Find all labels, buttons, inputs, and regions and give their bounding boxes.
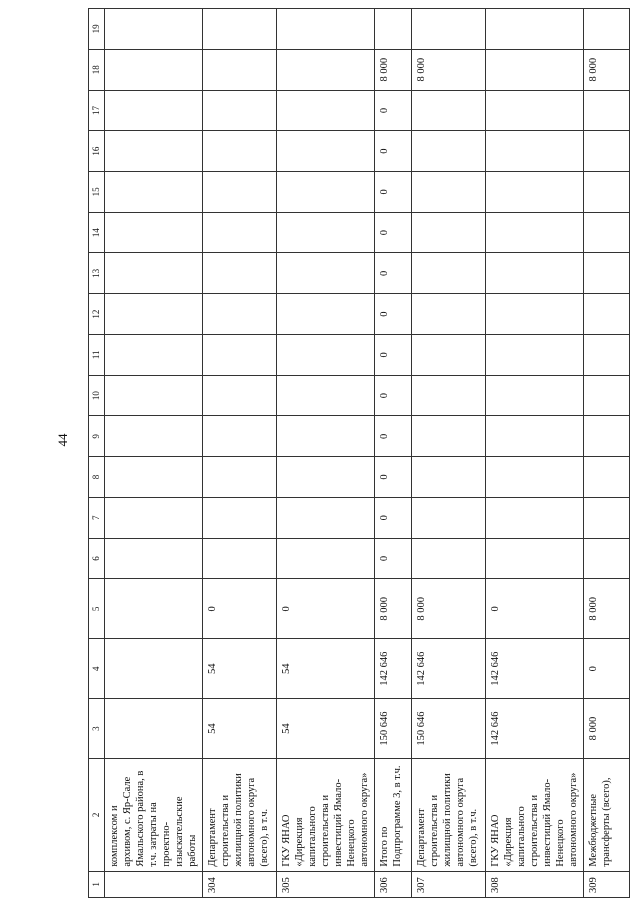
value-cell <box>277 172 375 213</box>
value-cell: 0 <box>375 457 412 498</box>
value-cell: 0 <box>375 334 412 375</box>
row-name: Департамент строительства и жилищной политики автономного округа (всего), в т.ч. <box>412 759 486 872</box>
value-cell <box>277 212 375 253</box>
value-cell: 54 <box>277 699 375 759</box>
value-cell <box>203 90 277 131</box>
value-cell <box>412 538 486 579</box>
column-header: 5 <box>89 579 105 639</box>
row-number: 305 <box>277 871 375 897</box>
value-cell: 0 <box>486 579 584 639</box>
budget-table <box>88 8 630 898</box>
value-cell <box>105 699 203 759</box>
value-cell <box>412 172 486 213</box>
value-cell: 8 000 <box>584 699 630 759</box>
column-header: 18 <box>89 49 105 90</box>
value-cell <box>584 131 630 172</box>
value-cell: 0 <box>375 253 412 294</box>
value-cell <box>277 294 375 335</box>
value-cell <box>584 172 630 213</box>
value-cell <box>412 9 486 50</box>
value-cell: 0 <box>375 172 412 213</box>
value-cell <box>412 497 486 538</box>
value-cell: 0 <box>375 538 412 579</box>
row-name: Итого по Подпрограмме 3, в т.ч. <box>375 759 412 872</box>
value-cell <box>203 131 277 172</box>
value-cell: 8 000 <box>412 579 486 639</box>
value-cell: 54 <box>203 639 277 699</box>
column-header: 14 <box>89 212 105 253</box>
value-cell <box>584 375 630 416</box>
column-header: 6 <box>89 538 105 579</box>
value-cell <box>584 294 630 335</box>
value-cell <box>203 172 277 213</box>
table-row <box>486 9 584 898</box>
value-cell <box>486 294 584 335</box>
value-cell <box>105 457 203 498</box>
value-cell <box>486 457 584 498</box>
value-cell <box>486 131 584 172</box>
value-cell <box>277 457 375 498</box>
value-cell <box>584 457 630 498</box>
value-cell <box>412 131 486 172</box>
value-cell <box>203 497 277 538</box>
value-cell <box>105 639 203 699</box>
value-cell <box>105 334 203 375</box>
table-row <box>277 9 375 898</box>
value-cell: 8 000 <box>584 49 630 90</box>
value-cell <box>486 90 584 131</box>
value-cell <box>203 212 277 253</box>
row-number: 308 <box>486 871 584 897</box>
column-header: 2 <box>89 759 105 872</box>
column-header: 13 <box>89 253 105 294</box>
column-header: 16 <box>89 131 105 172</box>
value-cell: 8 000 <box>375 579 412 639</box>
value-cell <box>105 497 203 538</box>
value-cell <box>105 90 203 131</box>
value-cell: 8 000 <box>584 579 630 639</box>
row-name: комплексом и архивом, с. Яр-Сале Ямальского района, в т.ч. затраты на проектно-изыскательские работы <box>105 759 203 872</box>
column-header: 19 <box>89 9 105 50</box>
value-cell <box>412 253 486 294</box>
table-body <box>105 9 630 898</box>
value-cell <box>105 131 203 172</box>
value-cell <box>105 416 203 457</box>
row-number <box>105 871 203 897</box>
value-cell <box>486 334 584 375</box>
value-cell <box>412 457 486 498</box>
value-cell: 0 <box>375 416 412 457</box>
column-header: 15 <box>89 172 105 213</box>
value-cell <box>584 334 630 375</box>
value-cell: 150 646 <box>412 699 486 759</box>
value-cell <box>277 334 375 375</box>
column-header: 12 <box>89 294 105 335</box>
table-row <box>375 9 412 898</box>
value-cell <box>203 9 277 50</box>
row-number: 307 <box>412 871 486 897</box>
value-cell <box>277 90 375 131</box>
value-cell <box>486 9 584 50</box>
value-cell <box>105 9 203 50</box>
value-cell <box>584 497 630 538</box>
row-number: 309 <box>584 871 630 897</box>
value-cell <box>486 538 584 579</box>
value-cell <box>584 9 630 50</box>
value-cell <box>486 253 584 294</box>
value-cell <box>584 253 630 294</box>
column-header: 10 <box>89 375 105 416</box>
column-header: 8 <box>89 457 105 498</box>
value-cell <box>203 253 277 294</box>
value-cell: 150 646 <box>375 699 412 759</box>
value-cell: 0 <box>203 579 277 639</box>
value-cell: 0 <box>584 639 630 699</box>
value-cell <box>203 294 277 335</box>
value-cell <box>277 49 375 90</box>
value-cell <box>584 90 630 131</box>
value-cell <box>412 294 486 335</box>
row-number: 306 <box>375 871 412 897</box>
value-cell: 0 <box>277 579 375 639</box>
value-cell: 0 <box>375 90 412 131</box>
value-cell <box>105 212 203 253</box>
value-cell <box>105 172 203 213</box>
value-cell: 8 000 <box>375 49 412 90</box>
value-cell <box>486 172 584 213</box>
column-header: 9 <box>89 416 105 457</box>
value-cell <box>486 212 584 253</box>
value-cell <box>203 375 277 416</box>
value-cell: 54 <box>277 639 375 699</box>
value-cell <box>412 375 486 416</box>
value-cell <box>277 375 375 416</box>
value-cell: 142 646 <box>412 639 486 699</box>
value-cell <box>203 334 277 375</box>
value-cell <box>412 416 486 457</box>
value-cell <box>105 49 203 90</box>
column-header: 7 <box>89 497 105 538</box>
value-cell <box>203 457 277 498</box>
value-cell <box>105 294 203 335</box>
value-cell <box>584 212 630 253</box>
value-cell <box>486 375 584 416</box>
value-cell: 0 <box>375 212 412 253</box>
column-header: 4 <box>89 639 105 699</box>
row-name: ГКУ ЯНАО «Дирекция капитального строительства и инвестиций Ямало-Ненецкого автономного округа» <box>486 759 584 872</box>
value-cell: 142 646 <box>375 639 412 699</box>
value-cell: 142 646 <box>486 699 584 759</box>
row-name: ГКУ ЯНАО «Дирекция капитального строительства и инвестиций Ямало-Ненецкого автономного округа» <box>277 759 375 872</box>
table-row <box>412 9 486 898</box>
value-cell <box>584 538 630 579</box>
value-cell: 0 <box>375 294 412 335</box>
value-cell <box>277 416 375 457</box>
table-row <box>105 9 203 898</box>
value-cell <box>277 538 375 579</box>
value-cell <box>375 9 412 50</box>
column-header: 17 <box>89 90 105 131</box>
page-number: 44 <box>55 433 70 447</box>
value-cell <box>277 497 375 538</box>
value-cell <box>203 49 277 90</box>
table-row <box>203 9 277 898</box>
value-cell <box>486 497 584 538</box>
value-cell: 0 <box>375 375 412 416</box>
value-cell <box>486 416 584 457</box>
table-row <box>584 9 630 898</box>
value-cell <box>203 416 277 457</box>
column-header: 11 <box>89 334 105 375</box>
row-name: Межбюджетные трансферты (всего), <box>584 759 630 872</box>
value-cell <box>277 253 375 294</box>
value-cell <box>486 49 584 90</box>
value-cell <box>105 375 203 416</box>
value-cell <box>203 538 277 579</box>
value-cell: 0 <box>375 131 412 172</box>
row-number: 304 <box>203 871 277 897</box>
row-name: Департамент строительства и жилищной политики автономного округа (всего), в т.ч. <box>203 759 277 872</box>
value-cell: 54 <box>203 699 277 759</box>
value-cell <box>105 538 203 579</box>
column-header: 3 <box>89 699 105 759</box>
table-container <box>88 8 612 898</box>
value-cell <box>105 253 203 294</box>
header-row <box>89 9 105 898</box>
value-cell <box>277 131 375 172</box>
value-cell <box>277 9 375 50</box>
value-cell: 0 <box>375 497 412 538</box>
value-cell <box>412 212 486 253</box>
value-cell <box>584 416 630 457</box>
value-cell: 8 000 <box>412 49 486 90</box>
value-cell <box>412 334 486 375</box>
value-cell <box>105 579 203 639</box>
value-cell <box>412 90 486 131</box>
column-header: 1 <box>89 871 105 897</box>
value-cell: 142 646 <box>486 639 584 699</box>
